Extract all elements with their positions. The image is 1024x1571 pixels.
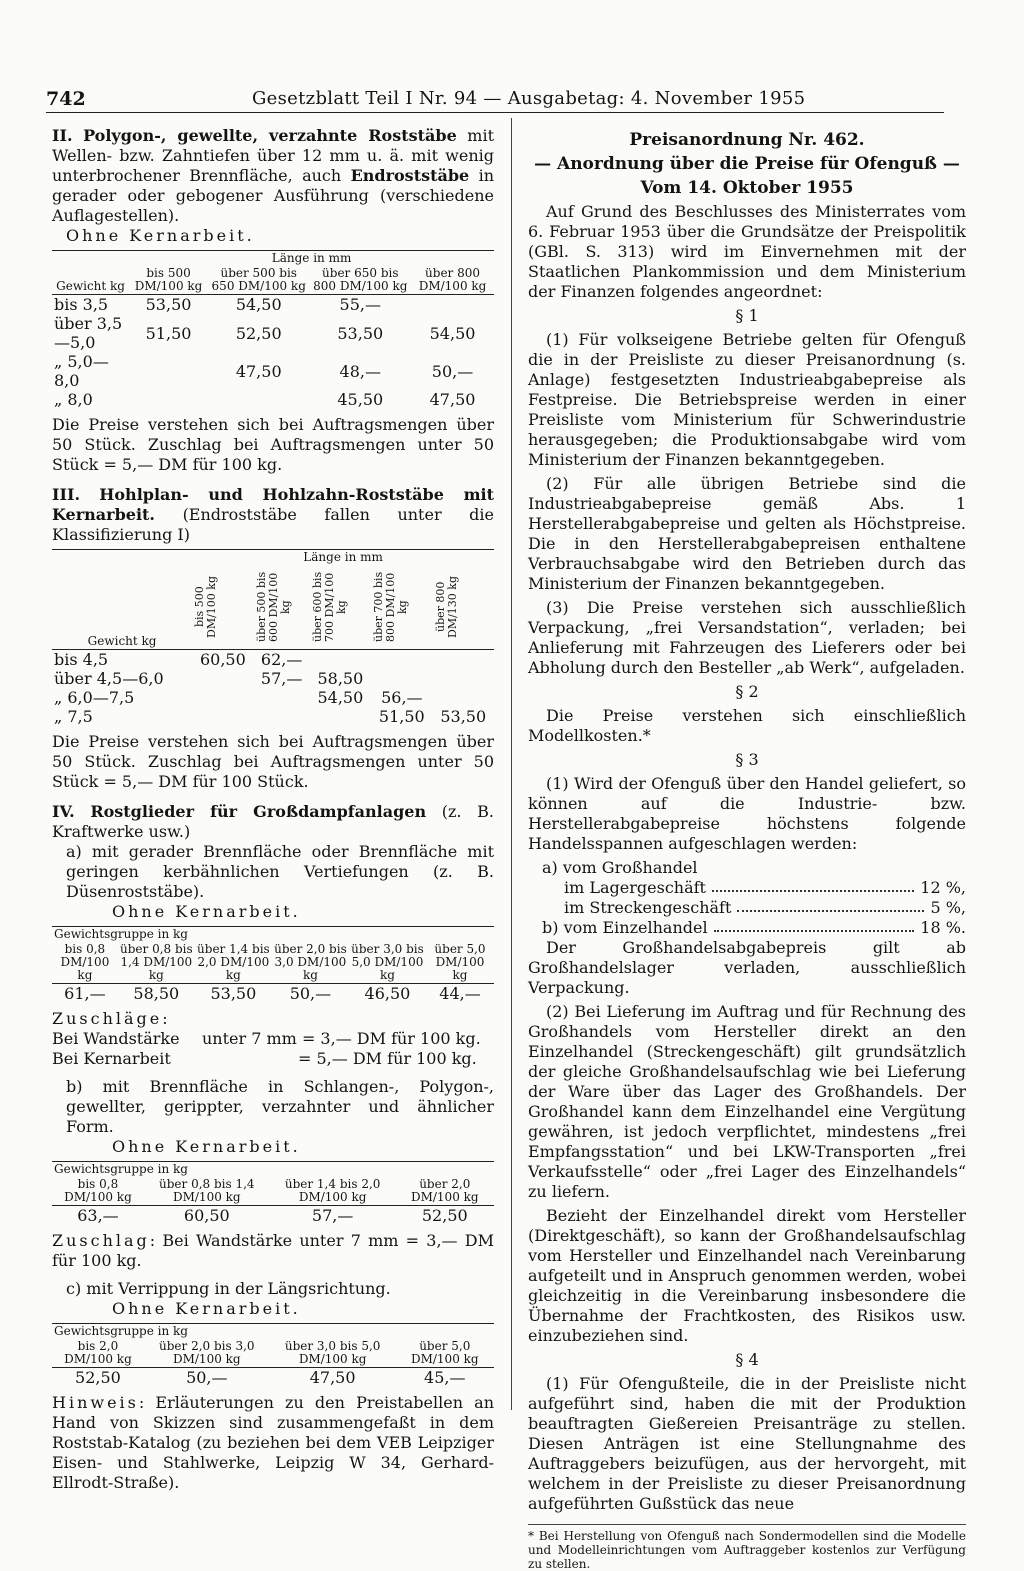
table-cell: 56,—	[381, 688, 423, 707]
table-header: über 0,8 bis 1,4 DM/100 kg	[120, 942, 193, 982]
table-cell: 63,—	[77, 1206, 119, 1225]
table-cell	[411, 295, 494, 315]
table-row	[52, 314, 494, 352]
table-cell: 51,50	[145, 323, 192, 343]
hinweis-label: Hinweis	[52, 1393, 139, 1412]
header-rule	[46, 112, 944, 113]
ordinance-date: Vom 14. Oktober 1955	[640, 178, 854, 198]
table-cell: 57,—	[260, 669, 303, 688]
table-cell: 61,—	[64, 984, 106, 1003]
price-table-2	[52, 549, 494, 726]
section-heading-2: Endroststäbe	[350, 166, 470, 185]
list-value: 5 %,	[930, 898, 966, 917]
ohne-kernarbeit-3: Ohne Kernarbeit.	[112, 1137, 301, 1156]
table-cell	[254, 707, 310, 726]
table-header: über 2,0 bis 3,0 DM/100 kg	[274, 942, 347, 982]
table-note-2: Die Preise verstehen sich bei Auftragsmengen über 50 Stück. Zuschlag bei Auftragsmengen unter 50 Stück = 5,— DM für 100 Stück.	[52, 732, 494, 791]
table-cell: 52,50	[75, 1368, 121, 1387]
table-cell: 46,50	[364, 984, 411, 1003]
table-cell	[192, 688, 253, 707]
table-header: Länge in mm	[303, 550, 383, 564]
table-row	[52, 707, 494, 726]
table-cell: 45,50	[337, 390, 384, 409]
table-cell: 50,—	[289, 984, 332, 1003]
paragraph-text: (1) Wird der Ofenguß über den Handel geliefert, so können auf die Industrie- bzw. Herstellerabgabepreise höchstens folgende Handelsspannen aufgeschlagen werden:	[528, 774, 966, 853]
table-cell: 51,50	[378, 707, 425, 726]
section-number: III.	[52, 485, 81, 504]
table-cell: 62,—	[260, 650, 303, 669]
table-cell: 52,50	[421, 1206, 468, 1225]
table-row	[52, 650, 494, 670]
surcharge-label: Zuschlag	[52, 1231, 150, 1250]
table-cell: 47,50	[235, 361, 282, 381]
ohne-kernarbeit-1: Ohne Kernarbeit.	[66, 226, 255, 245]
column-divider	[511, 118, 512, 1410]
section-text: (Endroststäbe fallen unter die Klassifizierung I)	[52, 505, 494, 544]
table-cell: 45,—	[424, 1368, 466, 1387]
right-column	[528, 130, 966, 1571]
table-cell: 47,50	[429, 390, 476, 409]
list-label: im Lagergeschäft	[564, 878, 706, 897]
table-row	[52, 352, 494, 390]
page-number: 742	[46, 88, 86, 110]
table-cell: 54,50	[317, 688, 364, 707]
surcharge-label: Bei Wandstärke	[52, 1029, 180, 1048]
table-header: über 5,0 DM/100 kg	[434, 942, 486, 982]
table-cell: 58,50	[133, 984, 180, 1003]
table-cell: über 4,5—6,0	[54, 669, 164, 688]
table-cell: „ 5,0—8,0	[54, 352, 109, 390]
table-header: über 800 DM/100 kg	[418, 266, 487, 293]
table-row	[52, 390, 494, 409]
table-cell	[371, 650, 432, 670]
intro-paragraph: Auf Grund des Beschlusses des Ministerrates vom 6. Februar 1953 über die Grundsätze der Preispolitik (GBl. S. 313) wird im Einvernehmen mit der Staatlichen Plankommission und dem Ministerium der Finanzen folgendes angeordnet:	[528, 202, 966, 301]
section-iii	[52, 485, 494, 545]
table-cell: 55,—	[339, 295, 381, 314]
table-cell	[208, 390, 310, 409]
table-header: über 800 DM/130 kg	[433, 576, 459, 638]
table-cell	[129, 390, 208, 409]
surcharge-text: = 5,— DM für 100 kg.	[298, 1049, 477, 1068]
paragraph-4-heading: § 4	[735, 1350, 759, 1369]
list-item	[542, 898, 966, 918]
table-cell	[254, 688, 310, 707]
paragraph-text: (1) Für Ofengußteile, die in der Preisliste nicht aufgeführt sind, haben die mit der Produktion beauftragten Gießereien Preisanträge zu stellen. Diesen Anträgen ist eine Stellungnahme des Auftraggebers beizufügen, aus der hervorgeht, mit welchem in der Preisliste zu dieser Preisanordnung aufgeführten Gußstück das neue	[528, 1374, 966, 1513]
table-header: über 3,0 bis 5,0 DM/100 kg	[351, 942, 424, 982]
table-cell	[310, 707, 371, 726]
table-header: bis 500 DM/100 kg	[193, 576, 219, 638]
subsection-b: b) mit Brennfläche in Schlangen-, Polygon-, gewellter, gerippter, verzahnter und ähnlicher Form.	[66, 1077, 494, 1136]
price-table-3	[52, 926, 494, 1003]
table-header: über 3,0 bis 5,0 DM/100 kg	[284, 1339, 381, 1366]
table-header: bis 0,8 DM/100 kg	[64, 1177, 132, 1204]
section-ii	[52, 126, 494, 226]
table-cell: 60,50	[183, 1206, 230, 1225]
surcharge-text: : Bei Wandstärke unter 7 mm = 3,— DM für 100 kg.	[52, 1231, 494, 1270]
table-cell: „ 6,0—7,5	[54, 688, 135, 707]
table-row	[52, 295, 494, 315]
table-header: über 2,0 DM/100 kg	[410, 1177, 479, 1204]
hinweis-text: : Erläuterungen zu den Preistabellen an Hand von Skizzen sind zusammengefaßt in dem Roststab-Katalog (zu beziehen bei dem VEB Leipziger Eisen- und Stahlwerke, Leipzig W 34, Gerhard-Ellrodt-Straße).	[52, 1393, 494, 1492]
section-iv	[52, 802, 494, 842]
table-cell: 57,—	[311, 1206, 354, 1225]
table-header: Gewicht kg	[56, 279, 125, 293]
table-cell	[371, 669, 432, 688]
ordinance-number: Preisanordnung Nr. 462.	[629, 130, 865, 150]
surcharge-note	[52, 1231, 494, 1271]
paragraph-1-heading: § 1	[735, 306, 759, 325]
table-cell: 50,—	[186, 1368, 228, 1387]
table-cell: „ 7,5	[54, 707, 93, 726]
hinweis	[52, 1393, 494, 1493]
table-row	[52, 1368, 494, 1388]
table-cell: 60,50	[199, 650, 246, 669]
price-table-1	[52, 250, 494, 409]
table-header: über 1,4 bis 2,0 DM/100 kg	[284, 1177, 381, 1204]
table-cell: 48,—	[339, 361, 381, 381]
table-cell: 53,50	[337, 323, 384, 343]
paragraph-2-heading: § 2	[735, 682, 759, 701]
ordinance-title: — Anordnung über die Preise für Ofenguß —	[534, 154, 960, 174]
table-cell: 50,—	[431, 361, 474, 381]
price-table-5	[52, 1323, 494, 1387]
table-cell	[433, 650, 494, 670]
table-cell	[192, 707, 253, 726]
table-header: über 0,8 bis 1,4 DM/100 kg	[159, 1177, 255, 1204]
table-header: über 600 bis 700 DM/100 kg	[310, 571, 348, 643]
table-cell: 54,50	[235, 295, 282, 314]
table-row	[52, 984, 494, 1004]
table-cell: 52,50	[235, 323, 282, 343]
table-cell	[310, 650, 371, 670]
table-header: über 500 bis 600 DM/100 kg	[254, 571, 292, 643]
table-header: bis 0,8 DM/100 kg	[60, 942, 110, 982]
ohne-kernarbeit-2: Ohne Kernarbeit.	[112, 902, 301, 921]
table-cell	[129, 352, 208, 390]
paragraph-text: (1) Für volkseigene Betriebe gelten für Ofenguß die in der Preisliste zu dieser Preisanordnung (s. Anlage) festgesetzten Industrieabgabepreise als Festpreise. Die Betriebspreise werden in einer Preisliste vom Ministerium für Schwerindustrie herausgegeben; die Produktionsabgabe wird vom Ministerium der Finanzen bekanntgegeben.	[528, 330, 966, 469]
table-cell	[192, 669, 253, 688]
list-item	[542, 878, 966, 898]
section-text: (z. B. Kraftwerke usw.)	[52, 802, 494, 841]
list-label: im Streckengeschäft	[564, 898, 732, 917]
zuschlaege-label: Zuschläge:	[52, 1009, 171, 1028]
table-cell: 53,50	[440, 707, 487, 726]
section-number: IV.	[52, 802, 75, 821]
table-header: Gewicht kg	[87, 634, 157, 648]
subsection-a: a) mit gerader Brennfläche oder Brennfläche mit geringen kerbähnlichen Vertiefungen (z. B. Düsenroststäbe).	[66, 842, 494, 901]
table-cell: 44,—	[439, 984, 481, 1003]
section-text: mit Wellen- bzw. Zahntiefen über 12 mm u. ä. mit wenig unterbrochener Brennfläche, auch	[52, 126, 495, 185]
table-cell: bis 3,5	[54, 295, 109, 314]
paragraph-text: Der Großhandelsabgabepreis gilt ab Großhandelslager verladen, ausschließlich Verpackung.	[528, 938, 966, 997]
paragraph-3-heading: § 3	[735, 750, 759, 769]
table-header: über 1,4 bis 2,0 DM/100 kg	[197, 942, 270, 982]
paragraph-text: (3) Die Preise verstehen sich ausschließlich Verpackung, „frei Versandstation“, verladen; bei Anlieferung mit Fahrzeugen des Lieferers oder bei Abholung durch den Besteller „ab Werk“, aufgeladen.	[528, 598, 966, 677]
table-header: über 500 bis 650 DM/100 kg	[211, 266, 306, 293]
table-header: Länge in mm	[271, 251, 352, 265]
paragraph-text: (2) Für alle übrigen Betriebe sind die Industrieabgabepreise gemäß Abs. 1 Herstellerabgabepreise und gelten als Höchstpreise. Die in den Herstellerabgabepreisen enthaltene Verbrauchsabgabe wird den Betrieben durch das Ministerium der Finanzen bekanntgegeben.	[528, 474, 966, 593]
table-cell: 58,50	[317, 669, 364, 688]
table-header: über 700 bis 800 DM/100 kg	[372, 571, 410, 643]
section-heading: Hohlplan- und Hohlzahn-Roststäbe mit Kernarbeit.	[52, 485, 495, 524]
table-row	[52, 1206, 494, 1226]
table-row	[52, 669, 494, 688]
running-title: Gesetzblatt Teil I Nr. 94 — Ausgabetag: 4. November 1955	[252, 88, 806, 109]
table-cell	[433, 688, 494, 707]
surcharge-row	[52, 1049, 494, 1069]
table-header: über 2,0 bis 3,0 DM/100 kg	[159, 1339, 255, 1366]
table-cell: 54,50	[429, 323, 476, 343]
list-item	[542, 918, 966, 938]
list-value: 18 %.	[920, 918, 966, 937]
table-cell: 47,50	[309, 1368, 356, 1387]
table-cell: bis 4,5	[54, 650, 109, 669]
table-cell: über 3,5—5,0	[54, 314, 123, 352]
surcharge-label: Bei Kernarbeit	[52, 1049, 171, 1068]
footnote: * Bei Herstellung von Ofenguß nach Sondermodellen sind die Modelle und Modelleinrichtungen vom Auftraggeber kostenlos zur Verfügung zu stellen.	[528, 1524, 966, 1571]
table-cell: 53,50	[210, 984, 257, 1003]
section-text-2: in gerader oder gebogener Ausführung (verschiedene Auflagestellen).	[52, 166, 495, 225]
table-cell	[433, 669, 494, 688]
price-table-4	[52, 1161, 494, 1225]
table-header: über 5,0 DM/100 kg	[410, 1339, 479, 1366]
paragraph-text: Bezieht der Einzelhandel direkt vom Hersteller (Direktgeschäft), so kann der Großhandelsaufschlag vom Hersteller und Einzelhandel nach Vereinbarung aufgeteilt und in Anspruch genommen werden, wobei gleichzeitig in die Vereinbarung insbesondere die Übernahme der Frachtkosten, des Risikos usw. einzubeziehen sind.	[528, 1206, 966, 1345]
table-cell: 53,50	[145, 295, 192, 314]
table-note-1: Die Preise verstehen sich bei Auftragsmengen über 50 Stück. Zuschlag bei Auftragsmengen unter 50 Stück = 5,— DM für 100 kg.	[52, 415, 494, 474]
paragraph-text: Die Preise verstehen sich einschließlich Modellkosten.*	[528, 706, 966, 745]
table-header: über 650 bis 800 DM/100 kg	[313, 266, 408, 293]
section-heading: Rostglieder für Großdampfanlagen	[90, 802, 427, 821]
surcharge-text: unter 7 mm = 3,— DM für 100 kg.	[202, 1029, 481, 1048]
subsection-c: c) mit Verrippung in der Längsrichtung.	[66, 1279, 391, 1298]
list-value: 12 %,	[920, 878, 966, 897]
section-number: II.	[52, 126, 73, 145]
table-header: bis 500 DM/100 kg	[134, 266, 203, 293]
list-label: b) vom Einzelhandel	[542, 918, 708, 937]
margin-list	[528, 858, 966, 938]
list-item: a) vom Großhandel	[542, 858, 698, 877]
table-header: Gewichtsgruppe in kg	[54, 1324, 188, 1338]
table-cell: „ 8,0	[54, 390, 93, 409]
table-header: Gewichtsgruppe in kg	[54, 927, 188, 941]
table-row	[52, 688, 494, 707]
left-column	[52, 126, 494, 1493]
ohne-kernarbeit-4: Ohne Kernarbeit.	[112, 1299, 301, 1318]
surcharge-row	[52, 1029, 494, 1049]
table-header: Gewichtsgruppe in kg	[54, 1162, 188, 1176]
paragraph-text: (2) Bei Lieferung im Auftrag und für Rechnung des Großhandels vom Hersteller direkt an den Einzelhandel (Streckengeschäft) gilt grundsätzlich der gleiche Großhandelsaufschlag wie bei Lieferung der Ware über das Lager des Großhandels. Der Großhandel kann dem Einzelhandel eine Vergütung gewähren, ist jedoch verpflichtet, mindestens „frei Empfangsstation“ und bei LKW-Transporten „frei Verkaufsstelle“ oder „frei Lager des Einzelhandels“ zu liefern.	[528, 1002, 966, 1201]
section-heading: Polygon-, gewellte, verzahnte Roststäbe	[83, 126, 457, 145]
table-header: bis 2,0 DM/100 kg	[64, 1339, 132, 1366]
